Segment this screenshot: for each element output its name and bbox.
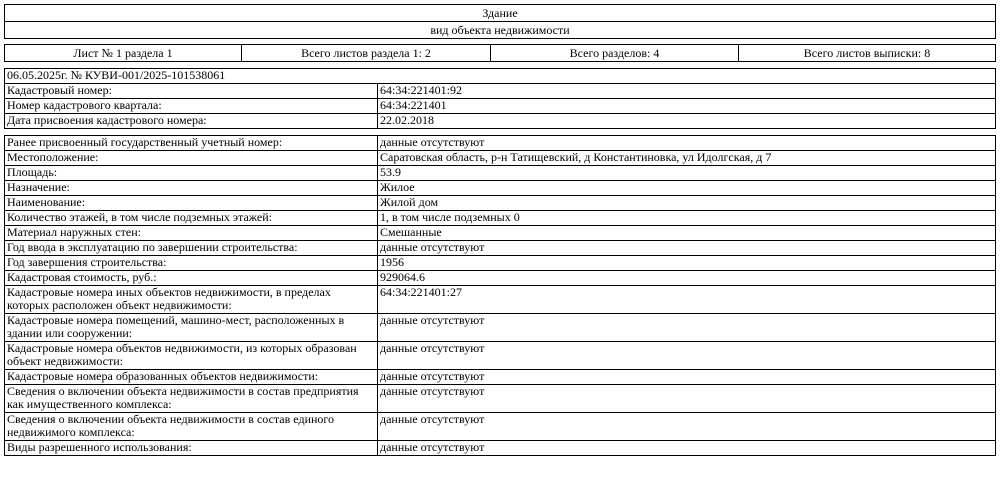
- table-row: [5, 385, 996, 413]
- table-row: [5, 181, 996, 196]
- field-value: 64:34:221401:92: [378, 84, 996, 99]
- section-sheets-total: Всего листов раздела 1: 2: [242, 45, 491, 62]
- table-row: [5, 413, 996, 441]
- field-label: Сведения о включении объекта недвижимости в состав единого недвижимого комплекса:: [5, 413, 378, 441]
- field-label: Кадастровые номера помещений, машино-мест, расположенных в здании или сооружении:: [5, 314, 378, 342]
- field-value: 53.9: [378, 166, 996, 181]
- table-row: [5, 151, 996, 166]
- field-label: Кадастровые номера иных объектов недвижимости, в пределах которых расположен объект недвижимости:: [5, 286, 378, 314]
- subtitle-text: вид объекта недвижимости: [430, 22, 570, 37]
- field-label: Дата присвоения кадастрового номера:: [5, 114, 378, 129]
- section-gap: [5, 129, 996, 136]
- table-row: [5, 99, 996, 114]
- field-label: Наименование:: [5, 196, 378, 211]
- field-value: 64:34:221401: [378, 99, 996, 114]
- table-row: [5, 166, 996, 181]
- table-row: [5, 441, 996, 456]
- property-details-table: [4, 68, 996, 456]
- sections-total: Всего разделов: 4: [491, 45, 739, 62]
- field-value: Жилое: [378, 181, 996, 196]
- title-text: Здание: [482, 6, 518, 20]
- field-value: Жилой дом: [378, 196, 996, 211]
- table-row: [5, 136, 996, 151]
- document-reference: 06.05.2025г. № КУВИ-001/2025-101538061: [5, 69, 996, 84]
- field-value: 22.02.2018: [378, 114, 996, 129]
- table-row: [5, 114, 996, 129]
- object-type-subtitle: [4, 21, 996, 39]
- field-label: Номер кадастрового квартала:: [5, 99, 378, 114]
- sheet-info-table: [4, 44, 996, 62]
- table-row: [5, 211, 996, 226]
- field-label: Год завершения строительства:: [5, 256, 378, 271]
- field-label: Кадастровая стоимость, руб.:: [5, 271, 378, 286]
- field-value: данные отсутствуют: [378, 370, 996, 385]
- field-label: Сведения о включении объекта недвижимости в состав предприятия как имущественного комплекса:: [5, 385, 378, 413]
- field-value: 929064.6: [378, 271, 996, 286]
- field-label: Ранее присвоенный государственный учетный номер:: [5, 136, 378, 151]
- table-row: [5, 370, 996, 385]
- table-row: [5, 226, 996, 241]
- field-value: данные отсутствуют: [378, 413, 996, 441]
- field-label: Кадастровые номера образованных объектов недвижимости:: [5, 370, 378, 385]
- field-value: данные отсутствуют: [378, 136, 996, 151]
- field-value: данные отсутствуют: [378, 314, 996, 342]
- table-row: [5, 196, 996, 211]
- table-row: [5, 286, 996, 314]
- field-value: данные отсутствуют: [378, 342, 996, 370]
- field-label: Год ввода в эксплуатацию по завершении строительства:: [5, 241, 378, 256]
- field-label: Кадастровый номер:: [5, 84, 378, 99]
- field-label: Материал наружных стен:: [5, 226, 378, 241]
- field-value: данные отсутствуют: [378, 385, 996, 413]
- field-label: Площадь:: [5, 166, 378, 181]
- field-value: 1, в том числе подземных 0: [378, 211, 996, 226]
- extract-sheets-total: Всего листов выписки: 8: [739, 45, 996, 62]
- field-value: Саратовская область, р-н Татищевский, д Константиновка, ул Идолгская, д 7: [378, 151, 996, 166]
- table-row: [5, 342, 996, 370]
- field-value: данные отсутствуют: [378, 241, 996, 256]
- field-value: Смешанные: [378, 226, 996, 241]
- table-row: [5, 314, 996, 342]
- field-value: 1956: [378, 256, 996, 271]
- field-label: Виды разрешенного использования:: [5, 441, 378, 456]
- field-label: Назначение:: [5, 181, 378, 196]
- field-label: Количество этажей, в том числе подземных этажей:: [5, 211, 378, 226]
- field-value: данные отсутствуют: [378, 441, 996, 456]
- table-row: [5, 84, 996, 99]
- field-label: Кадастровые номера объектов недвижимости, из которых образован объект недвижимости:: [5, 342, 378, 370]
- table-row: [5, 256, 996, 271]
- table-row: [5, 241, 996, 256]
- table-row: [5, 271, 996, 286]
- document-title: [4, 4, 996, 22]
- field-value: 64:34:221401:27: [378, 286, 996, 314]
- field-label: Местоположение:: [5, 151, 378, 166]
- sheet-number: Лист № 1 раздела 1: [5, 45, 242, 62]
